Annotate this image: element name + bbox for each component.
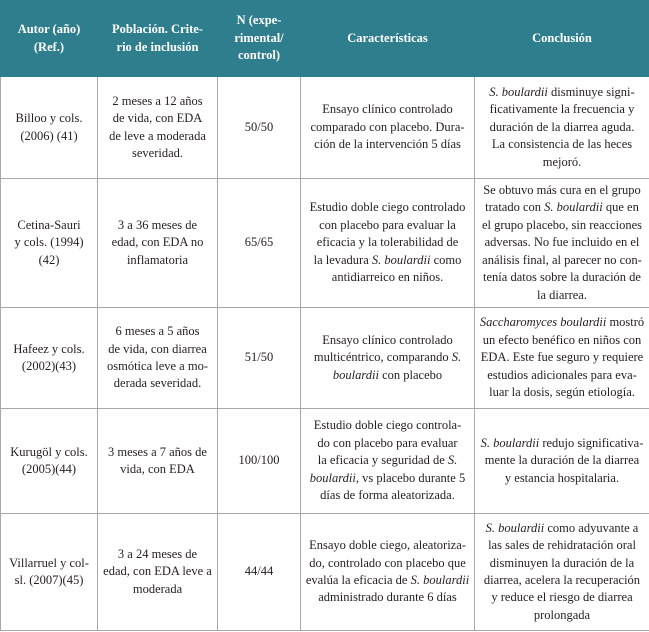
cell-poblacion [98, 77, 218, 179]
header-n-label: N (expe- rimental/ control) [234, 13, 284, 63]
poblacion-text: 3 a 36 meses de edad, con EDA no inflamatoria [111, 217, 204, 267]
text-run: Ensayo clínico controlado multicéntrico, comparando [313, 332, 453, 365]
species-name: S. boulardii [489, 84, 548, 99]
text-run: disminuye signi- ficativamente la frecuencia y duración de la diarrea aguda. La consistencia de las heces mejoró. [489, 84, 635, 169]
cell-caracteristicas [301, 514, 475, 631]
species-name: S. boulardii [480, 435, 540, 450]
header-autor [1, 1, 98, 77]
text-run: , vs placebo durante 5 días de forma aleatorizada. [320, 470, 466, 503]
conclusion-text [477, 182, 647, 304]
cell-autor [1, 409, 98, 514]
n-text: 100/100 [238, 453, 280, 468]
text-run: como antidiarreico en niños. [331, 252, 462, 285]
text-run: mostró un efecto benéfico en niños con EDA. Este fue seguro y requiere estudios adicionales para eva- luar la dosis, según etiología. [480, 315, 645, 400]
table-row [1, 77, 649, 179]
cell-conclusion [475, 308, 649, 409]
text-run: con placebo [378, 367, 443, 382]
species-name: S. boulardii [309, 453, 458, 485]
cell-n [218, 409, 301, 514]
cell-poblacion [98, 179, 218, 308]
table-row [1, 409, 649, 514]
header-caracteristicas-label: Características [347, 30, 428, 45]
cell-caracteristicas [301, 77, 475, 179]
cell-n [218, 179, 301, 308]
header-conclusion [475, 1, 649, 77]
species-name: S. boulardii [410, 573, 470, 587]
autor-text: Hafeez y cols. (2002)(43) [13, 341, 85, 373]
text-run: Estudio doble ciego controlado con placebo para evaluar la eficacia y la tolerabilidad de la levadura [309, 200, 466, 267]
species-name: S. boulardii [332, 350, 462, 382]
text-run: que en el grupo placebo, sin reacciones adversas. No fue incluido en el análisis final, al parecer no con- tenía datos sobre la duración de la diarrea. [481, 200, 642, 302]
header-caracteristicas [301, 1, 475, 77]
cell-conclusion [475, 409, 649, 514]
poblacion-text: 3 meses a 7 años de vida, con EDA [108, 444, 207, 476]
cell-conclusion [475, 179, 649, 308]
text-run: redujo significativa- mente la duración de la diarrea y estancia hospitalaria. [484, 435, 644, 485]
cell-poblacion [98, 514, 218, 631]
cell-n [218, 77, 301, 179]
cell-conclusion [475, 77, 649, 179]
header-poblacion-label: Población. Crite- rio de inclusión [112, 22, 203, 54]
cell-autor [1, 179, 98, 308]
text-run: Se obtuvo más cura en el grupo tratado con [483, 183, 641, 215]
text-run: como adyuvante a las sales de rehidratación oral disminuyen la duración de la diarrea, acelera la recuperación y reduce el riesgo de diarrea prolongada [483, 520, 641, 622]
cell-autor [1, 514, 98, 631]
autor-text: Billoo y cols. (2006) (41) [15, 111, 83, 143]
cell-n [218, 514, 301, 631]
species-name: S. boulardii [371, 252, 431, 267]
poblacion-text: 3 a 24 meses de edad, con EDA leve a moderada [103, 546, 212, 596]
autor-text: Cetina-Sauri y cols. (1994) (42) [14, 217, 84, 267]
n-text: 65/65 [244, 235, 274, 250]
cell-poblacion [98, 409, 218, 514]
header-poblacion [98, 1, 218, 77]
text-run: Ensayo doble ciego, aleatoriza- do, controlado con placebo que evalúa la eficacia de [305, 538, 466, 587]
n-text: 50/50 [244, 119, 274, 134]
conclusion-text [477, 314, 647, 401]
caracteristicas-text [303, 332, 472, 384]
poblacion-text: 2 meses a 12 años de vida, con EDA de leve a moderada severidad. [109, 93, 206, 160]
caracteristicas-text [303, 101, 472, 153]
n-text: 51/50 [244, 350, 274, 365]
table-row [1, 179, 649, 308]
caracteristicas-text [303, 537, 472, 607]
autor-text: Villarruel y col- sl. (2007)(45) [9, 555, 89, 587]
cell-caracteristicas [301, 179, 475, 308]
species-name: S. boulardii [544, 200, 603, 215]
autor-text: Kurugöl y cols. (2005)(44) [10, 444, 88, 476]
caracteristicas-text [303, 417, 472, 504]
text-run: Estudio doble ciego controla- do con placebo para evaluar la eficacia y seguridad de [313, 418, 462, 468]
species-name: Saccharomyces boulardii [479, 315, 607, 330]
header-conclusion-label: Conclusión [532, 30, 592, 45]
text-run: administrado durante 6 días [318, 590, 457, 605]
conclusion-text [477, 435, 647, 487]
header-row [1, 1, 649, 77]
text-run: Ensayo clínico controlado comparado con placebo. Dura- ción de la intervención 5 días [310, 102, 465, 152]
header-autor-label: Autor (año) (Ref.) [17, 22, 81, 54]
cell-conclusion [475, 514, 649, 631]
cell-autor [1, 77, 98, 179]
species-name: S. boulardii [485, 520, 545, 535]
cell-poblacion [98, 308, 218, 409]
cell-caracteristicas [301, 409, 475, 514]
cell-autor [1, 308, 98, 409]
conclusion-text [477, 520, 647, 624]
poblacion-text: 6 meses a 5 años de vida, con diarrea osmótica leve a mo- derada severidad. [106, 324, 208, 391]
caracteristicas-text [303, 199, 472, 286]
table-row [1, 308, 649, 409]
table-row [1, 514, 649, 631]
cell-caracteristicas [301, 308, 475, 409]
cell-n [218, 308, 301, 409]
header-n [218, 1, 301, 77]
n-text: 44/44 [244, 564, 274, 579]
conclusion-text [477, 84, 647, 171]
